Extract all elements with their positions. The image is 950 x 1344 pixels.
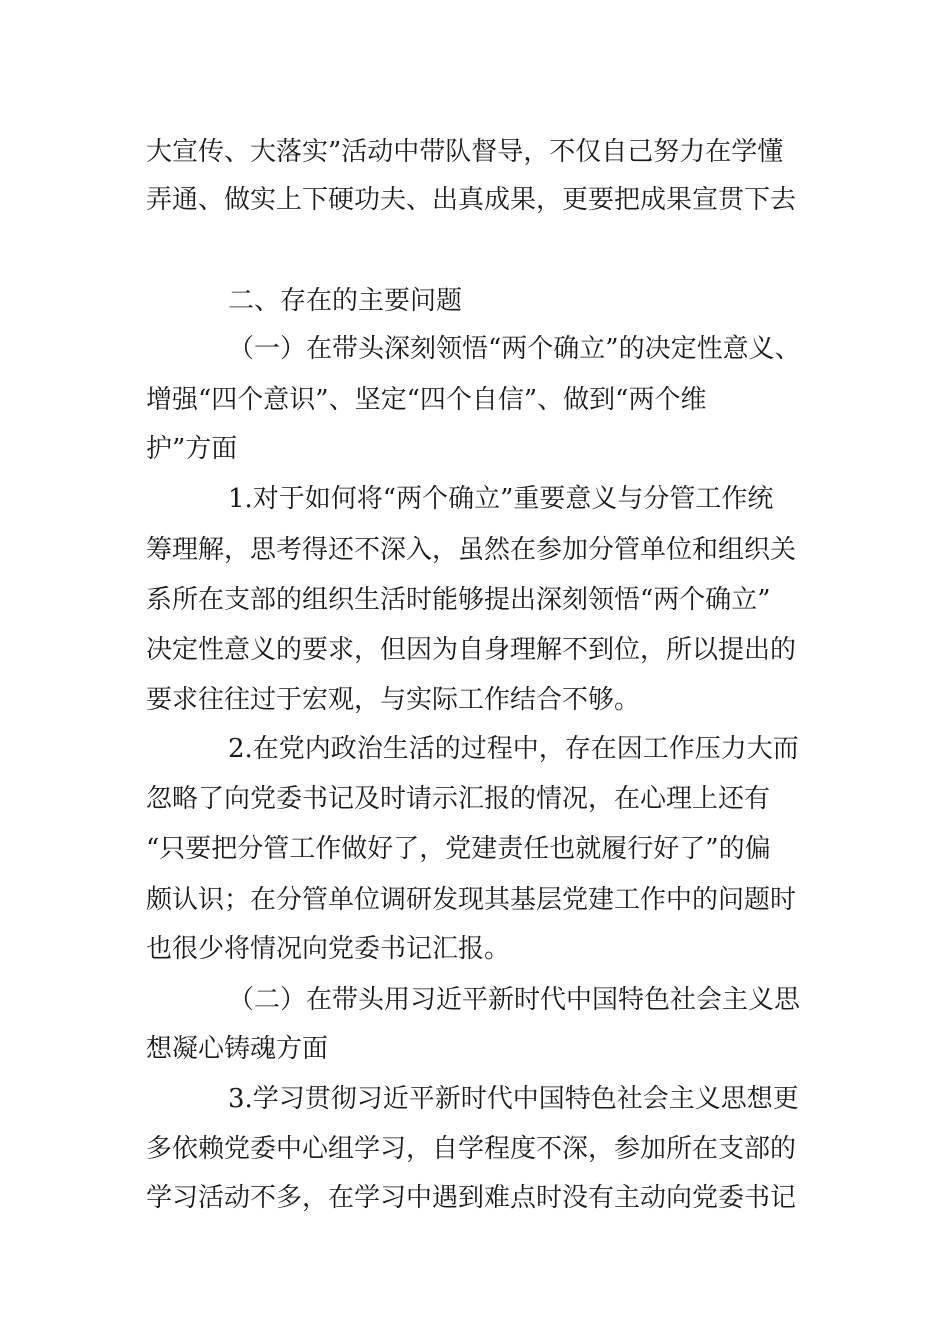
text-line: 大宣传、大落实”活动中带队督导，不仅自己努力在学懂 bbox=[146, 137, 784, 167]
subsection-heading: 增强“四个意识”、坚定“四个自信”、做到“两个维 bbox=[146, 385, 707, 415]
subsection-heading: 护”方面 bbox=[146, 434, 238, 464]
paragraph-line: 2.在党内政治生活的过程中，存在因工作压力大而 bbox=[228, 734, 799, 764]
paragraph-line: 3.学习贯彻习近平新时代中国特色社会主义思想更 bbox=[228, 1084, 799, 1114]
paragraph-line: 多依赖党委中心组学习，自学程度不深，参加所在支部的 bbox=[146, 1134, 797, 1164]
subsection-heading: （二）在带头用习近平新时代中国特色社会主义思 bbox=[228, 985, 801, 1015]
paragraph-line: 1.对于如何将“两个确立”重要意义与分管工作统 bbox=[228, 484, 774, 514]
paragraph-line: 也很少将情况向党委书记汇报。 bbox=[146, 934, 511, 964]
paragraph-line: 系所在支部的组织生活时能够提出深刻领悟“两个确立” bbox=[146, 585, 771, 615]
section-heading: 二、存在的主要问题 bbox=[228, 286, 463, 316]
paragraph-line: 决定性意义的要求，但因为自身理解不到位，所以提出的 bbox=[146, 635, 797, 665]
subsection-heading: （一）在带头深刻领悟“两个确立”的决定性意义、 bbox=[228, 334, 801, 364]
paragraph-line: “只要把分管工作做好了，党建责任也就履行好了”的偏 bbox=[146, 834, 771, 864]
text-line: 弄通、做实上下硬功夫、出真成果，更要把成果宣贯下去 bbox=[146, 185, 797, 215]
paragraph-line: 颇认识；在分管单位调研发现其基层党建工作中的问题时 bbox=[146, 885, 797, 915]
paragraph-line: 忽略了向党委书记及时请示汇报的情况，在心理上还有 bbox=[146, 784, 771, 814]
paragraph-line: 学习活动不多，在学习中遇到难点时没有主动向党委书记 bbox=[146, 1183, 797, 1213]
paragraph-line: 要求往往过于宏观，与实际工作结合不够。 bbox=[146, 685, 641, 715]
subsection-heading: 想凝心铸魂方面 bbox=[146, 1034, 329, 1064]
paragraph-line: 筹理解，思考得还不深入，虽然在参加分管单位和组织关 bbox=[146, 535, 797, 565]
